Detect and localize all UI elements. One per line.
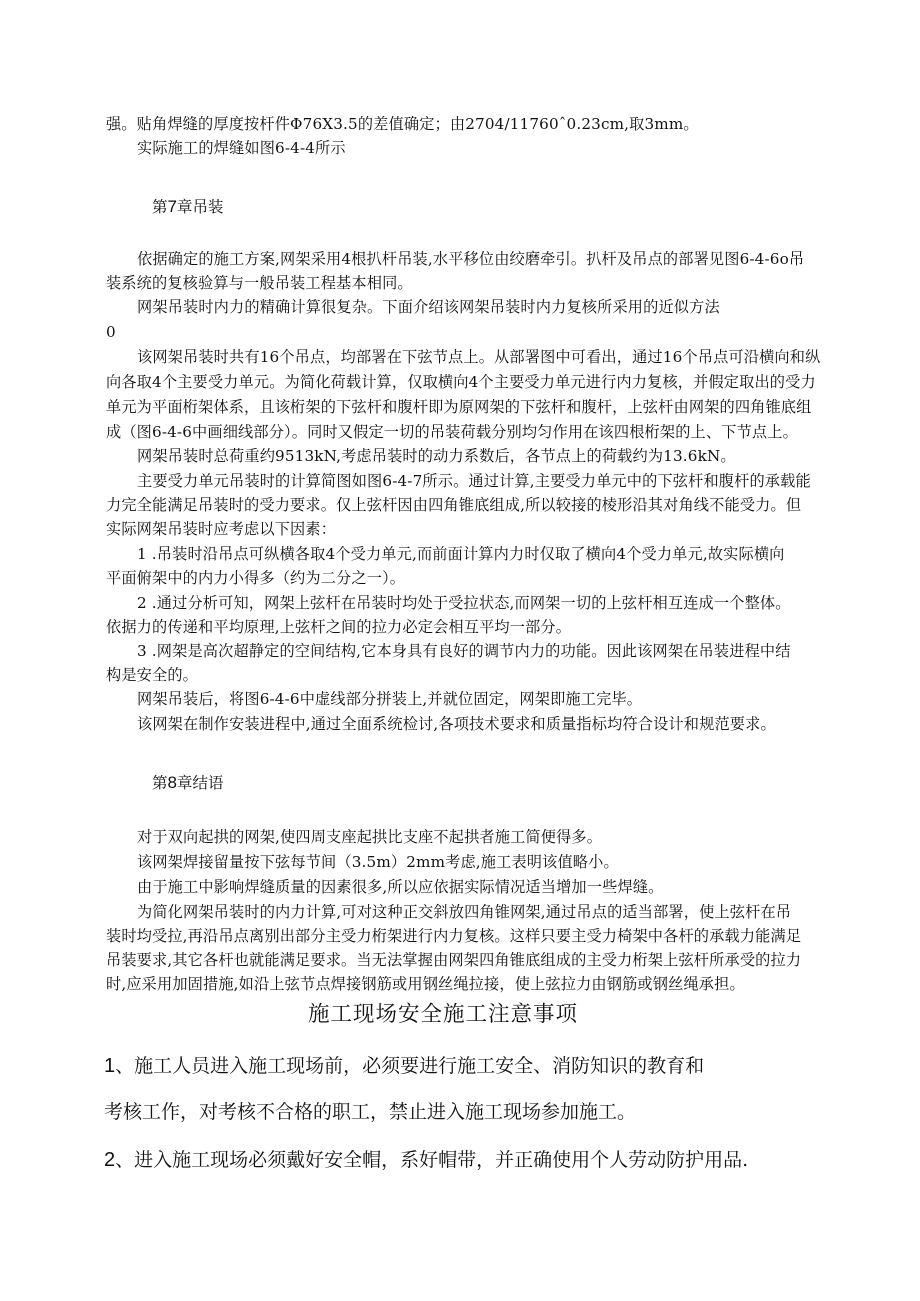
paragraph-line: 网架吊装时内力的精确计算很复杂。下面介绍该网架吊装时内力复核所采用的近似方法: [137, 298, 720, 316]
paragraph-line: 时,应采用加固措施,如沿上弦节点焊接钢筋或用钢丝绳拉接，使上弦拉力由钢筋或钢丝绳承担。: [106, 975, 745, 993]
list-item-line: 平面俯架中的内力小得多（约为二分之一）。: [106, 569, 406, 587]
safety-title: 施工现场安全施工注意事项: [308, 1002, 579, 1027]
safety-item-2: [104, 1146, 748, 1174]
paragraph-line: 对于双向起拱的网架,使四周支座起拱比支座不起拱者施工简便得多。: [137, 828, 603, 846]
paragraph-line: 0: [106, 323, 116, 341]
heading-suffix: 章吊装: [176, 198, 224, 216]
item-text: 、施工人员进入施工现场前，必须要进行施工安全、消防知识的教育和: [115, 1055, 705, 1077]
paragraph-line: 强。贴角焊缝的厚度按杆件Φ76X3.5的差值确定；由2704/11760ˆ0.23cm,取3mm。: [106, 115, 699, 133]
chapter-7-heading: [152, 196, 224, 218]
list-item-line: 2 .通过分析可知，网架上弦杆在吊装时均处于受拉状态,而网架一切的上弦杆相互连成一个整体。: [137, 594, 791, 612]
list-item-line: 构是安全的。: [106, 666, 199, 684]
paragraph-line: 实际施工的焊缝如图6-4-4所示: [137, 139, 346, 157]
paragraph-line: 实际网架吊装时应考虑以下因素：: [106, 520, 337, 538]
paragraph-line: 装时均受拉,再沿吊点离别出部分主受力桁架进行内力复核。这样只要主受力椅架中各杆的承载力能满足: [106, 927, 802, 945]
list-item-line: 依据力的传递和平均原理,上弦杆之间的拉力必定会相互平均一部分。: [106, 618, 572, 636]
paragraph-line: 该网架吊装时共有16个吊点，均部署在下弦节点上。从部署图中可看出，通过16个吊点可沿横向和纵: [137, 348, 821, 366]
heading-suffix: 章结语: [176, 774, 224, 792]
paragraph-line: 网架吊装时总荷重约9513kN,考虑吊装时的动力系数后，各节点上的荷载约为13.6kN。: [137, 447, 736, 465]
safety-item-1-continued: 考核工作，对考核不合格的职工，禁止进入施工现场参加施工。: [104, 1101, 637, 1123]
heading-number: 8: [167, 773, 177, 792]
paragraph-line: 为简化网架吊装时的内力计算,可对这种正交斜放四角锥网架,通过吊点的适当部署，使上弦杆在吊: [137, 903, 792, 921]
paragraph-line: 网架吊装后，将图6-4-6中虚线部分拼装上,并就位固定，网架即施工完毕。: [137, 690, 643, 708]
list-item-line: 3 .网架是高次超静定的空间结构,它本身具有良好的调节内力的功能。因此该网架在吊装进程中结: [137, 642, 791, 660]
chapter-8-heading: [152, 772, 224, 794]
item-number: 2: [104, 1149, 116, 1171]
paragraph-line: 由于施工中影响焊缝质量的因素很多,所以应依据实际情况适当增加一些焊缝。: [137, 878, 664, 896]
item-number: 1: [104, 1055, 116, 1077]
paragraph-line: 该网架焊接留量按下弦每节间（3.5m）2mm考虑,施工表明该值略小。: [137, 853, 619, 871]
paragraph-line: 主要受力单元吊装时的计算简图如图6-4-7所示。通过计算,主要受力单元中的下弦杆和腹杆的承载能: [137, 472, 811, 490]
paragraph-line: 向各取4个主要受力单元。为简化荷载计算，仅取横向4个主要受力单元进行内力复核，并假定取出的受力: [106, 373, 816, 391]
heading-prefix: 第: [152, 774, 168, 792]
paragraph-line: 力完全能满足吊装时的受力要求。仅上弦杆因由四角锥底组成,所以较接的棱形沿其对角线不能受力。但: [106, 496, 802, 514]
paragraph-line: 装系统的复核验算与一般吊装工程基本相同。: [106, 274, 413, 292]
list-item-line: 1 .吊装时沿吊点可纵横各取4个受力单元,而前面计算内力时仅取了横向4个受力单元,故实际横向: [137, 545, 785, 563]
paragraph-line: 依据确定的施工方案,网架采用4根扒杆吊装,水平移位由绞磨牵引。扒杆及吊点的部署见图6-4-6o吊: [137, 250, 805, 268]
heading-prefix: 第: [152, 198, 168, 216]
paragraph-line: 该网架在制作安装进程中,通过全面系统检讨,各项技术要求和质量指标均符合设计和规范要求。: [137, 715, 776, 733]
paragraph-line: 单元为平面桁架体系，且该桁架的下弦杆和腹杆即为原网架的下弦杆和腹杆，上弦杆由网架的四角锥底组: [106, 398, 812, 416]
paragraph-line: 吊装要求,其它各杆也就能满足要求。当无法掌握由网架四角锥底组成的主受力桁架上弦杆所承受的拉力: [106, 951, 802, 969]
heading-number: 7: [167, 197, 177, 216]
item-text: 、进入施工现场必须戴好安全帽，系好帽带，并正确使用个人劳动防护用品.: [115, 1149, 749, 1171]
paragraph-line: 成（图6-4-6中画细线部分）。同时又假定一切的吊装荷载分别均匀作用在该四根桁架的上、下节点上。: [106, 423, 798, 441]
safety-item-1: [104, 1052, 704, 1080]
